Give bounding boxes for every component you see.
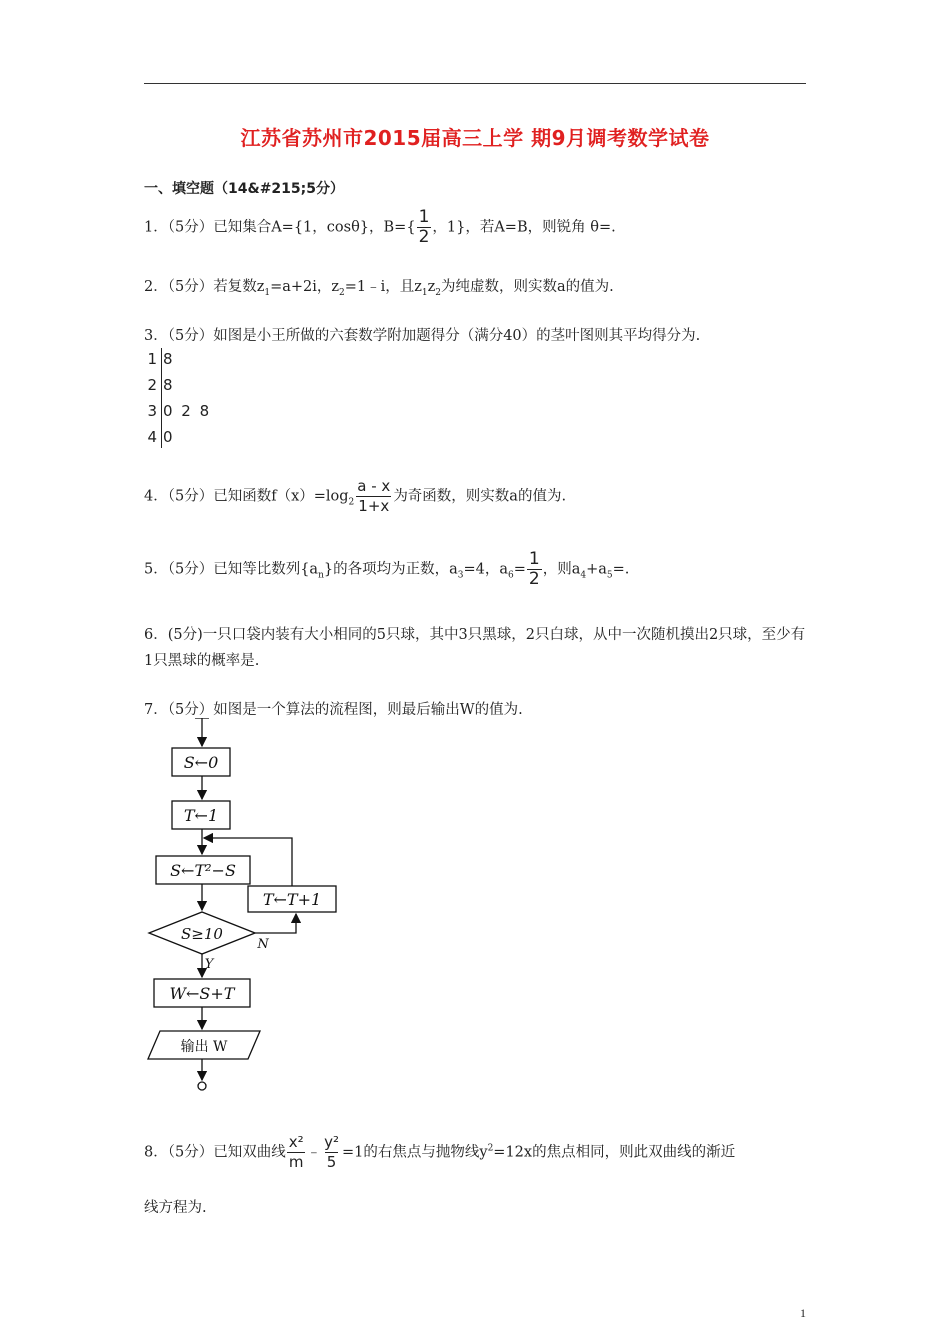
- flow-label-t-init: T←1: [183, 806, 219, 825]
- q2-text-c: =1﹣i，且z: [344, 279, 422, 295]
- question-8-line-2: 线方程为.: [144, 1200, 207, 1216]
- q5-text-e: ，则a: [542, 561, 581, 578]
- flowchart: [140, 718, 370, 1098]
- header-rule: [144, 83, 806, 84]
- leaf-values: 8: [163, 376, 175, 394]
- q8-text-b: =1的右焦点与抛物线y: [341, 1144, 488, 1161]
- q4-fraction: [355, 477, 392, 516]
- q1-numerator: 1: [418, 207, 430, 227]
- q8-denominator-m: m: [288, 1153, 304, 1171]
- flow-arrow-no: [255, 914, 296, 933]
- q8-text-c: =12x的焦点相同，则此双曲线的渐近: [493, 1144, 736, 1161]
- stem-value: 3: [147, 402, 157, 420]
- q8-minus: ﹣: [306, 1144, 322, 1161]
- q1-fraction: [417, 208, 432, 247]
- q5-text-g: =.: [612, 561, 630, 578]
- stem-row: [145, 372, 211, 398]
- question-4: [144, 477, 566, 516]
- question-7: 7．（5分）如图是一个算法的流程图，则最后输出W的值为.: [144, 702, 523, 718]
- q2-sub-4: 2: [435, 287, 442, 298]
- q2-sub-3: 1: [421, 287, 428, 298]
- q8-fraction-x: [287, 1133, 306, 1172]
- q5-text-d: =: [513, 561, 526, 578]
- question-8: [144, 1133, 735, 1172]
- q4-text-b: 为奇函数，则实数a的值为.: [393, 488, 567, 505]
- stem-divider: [161, 348, 162, 448]
- flow-label-w: W←S+T: [169, 984, 235, 1003]
- stem-row: [145, 424, 211, 450]
- q5-sub-6: 6: [508, 570, 514, 581]
- question-1: [144, 208, 616, 247]
- leaf-values: 0 2 8: [163, 402, 212, 420]
- q2-sub-2: 2: [339, 287, 345, 298]
- flow-label-no: N: [257, 937, 269, 952]
- q5-denominator: 2: [528, 569, 540, 589]
- stem-value: 1: [147, 350, 157, 368]
- q8-numerator-x: x²: [288, 1133, 304, 1151]
- leaf-values: 0: [163, 428, 175, 446]
- q5-text-f: +a: [586, 561, 607, 578]
- q8-sup-2: 2: [487, 1143, 494, 1154]
- flow-label-inc: T←T+1: [262, 890, 322, 909]
- q5-text-b: }的各项均为正数，a: [323, 561, 458, 578]
- section-heading: 一、填空题（14&#215;5分）: [144, 181, 344, 197]
- stem-leaf-plot: [145, 346, 211, 450]
- q2-text-b: =a+2i，z: [270, 279, 340, 295]
- q5-text-c: =4，a: [463, 561, 509, 578]
- flow-end: [198, 1082, 206, 1090]
- stem-value: 2: [147, 376, 157, 394]
- q2-text-d: z: [427, 279, 436, 295]
- q5-sub-4: 4: [580, 570, 587, 581]
- stem-value: 4: [147, 428, 157, 446]
- q5-text-a: 5．（5分）已知等比数列{a: [144, 561, 319, 578]
- stem-row: [145, 398, 211, 424]
- q5-sub-n: n: [318, 570, 324, 581]
- q4-log-base: 2: [348, 497, 355, 508]
- question-2: [144, 277, 614, 303]
- flow-label-calc: S←T²−S: [170, 861, 236, 880]
- q5-sub-3: 3: [457, 570, 464, 581]
- q4-numerator: a - x: [357, 477, 391, 495]
- q4-denominator: 1+x: [358, 497, 390, 515]
- q5-fraction: [527, 550, 542, 589]
- stem-row: [145, 346, 211, 372]
- q8-denominator-5: 5: [326, 1153, 337, 1171]
- flow-label-yes: Y: [204, 957, 214, 972]
- q1-denominator: 2: [418, 227, 430, 247]
- flow-label-output: 输出 W: [180, 1039, 228, 1055]
- question-5: [144, 550, 629, 589]
- q2-text-a: 2．（5分）若复数z: [144, 279, 265, 295]
- q2-text-e: 为纯虚数，则实数a的值为.: [441, 279, 614, 295]
- q1-text-a: 1．（5分）已知集合A={1，cosθ}，B={: [144, 219, 416, 236]
- flow-label-s-init: S←0: [183, 753, 219, 772]
- q8-text-a: 8．（5分）已知双曲线: [144, 1144, 286, 1161]
- q1-text-b: ，1}，若A=B，则锐角 θ=.: [432, 219, 616, 236]
- q5-numerator: 1: [528, 549, 540, 569]
- q2-sub-1: 1: [264, 287, 271, 298]
- question-6: 6．(5分)一只口袋内装有大小相同的5只球，其中3只黑球，2只白球，从中一次随机摸出2只球，至少有1只黑球的概率是.: [144, 627, 806, 669]
- leaf-values: 8: [163, 350, 175, 368]
- q8-numerator-y: y²: [324, 1133, 339, 1151]
- q8-fraction-y: [322, 1133, 341, 1172]
- q5-sub-5: 5: [606, 570, 613, 581]
- page-title: 江苏省苏州市2015届高三上学 期9月调考数学试卷: [240, 126, 710, 150]
- page-number: 1: [800, 1306, 806, 1320]
- flow-label-cond: S≥10: [181, 925, 223, 943]
- q4-text-a: 4．（5分）已知函数f（x）=log: [144, 488, 349, 505]
- question-3: 3．（5分）如图是小王所做的六套数学附加题得分（满分40）的茎叶图则其平均得分为.: [144, 328, 701, 344]
